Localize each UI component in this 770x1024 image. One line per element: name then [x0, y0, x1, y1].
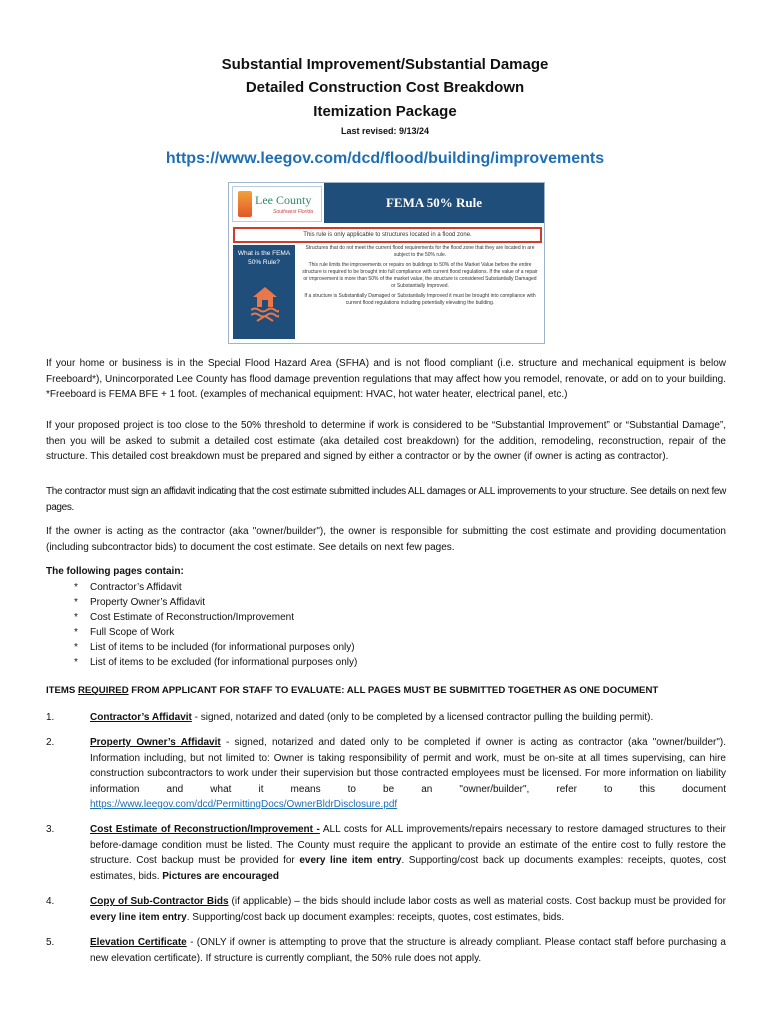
item-bold-1: every line item entry — [90, 911, 187, 923]
improvements-url[interactable]: https://www.leegov.com/dcd/flood/building/improvements — [165, 150, 605, 167]
heading-required: REQUIRED — [77, 685, 129, 696]
list-item: * Contractor’s Affidavit — [74, 580, 357, 595]
item-body — [90, 710, 726, 726]
heading-prefix: ITEMS — [46, 685, 78, 696]
fema-rule-banner — [228, 182, 545, 344]
what-is-title: What is the FEMA 50% Rule? — [237, 250, 291, 266]
item-label: Contractor’s Affidavit — [90, 712, 192, 723]
item-text: - signed, notarized and dated (only to be completed by a licensed contractor pulling the building permit). — [191, 712, 654, 723]
contents-title: The following pages contain: — [46, 566, 184, 577]
flood-zone-note: This rule is only applicable to structures located in a flood zone. — [233, 227, 542, 243]
owner-builder-link[interactable]: https://www.leegov.com/dcd/PermittingDocs/OwnerBldrDisclosure.pdf — [90, 799, 398, 810]
item-body — [90, 822, 726, 884]
list-item: * List of items to be excluded (for informational purposes only) — [74, 655, 357, 670]
last-revised: Last revised: 9/13/24 — [340, 126, 430, 136]
intro-paragraph-1: If your home or business is in the Special Flood Hazard Area (SFHA) and is not flood compliant (i.e. structure and mechanical equipment is below Freeboard*), Unincorporated Lee County has flood damage prevention regulations that may affect how you remodel, renovate, or add on to your building. *Freeboard is FEMA BFE + 1 foot. (examples of mechanical equipment: HVAC, hot water heater, electrical panel, etc.) — [46, 358, 726, 400]
list-item: * Property Owner’s Affidavit — [74, 595, 357, 610]
item-text-2: . Supporting/cost back up document examples: receipts, quotes, cost estimates, bids. — [186, 911, 565, 923]
contents-list — [74, 580, 357, 670]
flooded-house-icon — [251, 283, 279, 323]
item-text: - (ONLY if owner is attempting to prove that the structure is already compliant. Please contact staff before purchasing a new elevation certificate). If structure is currently compliant, the 50% rule does not apply. — [90, 937, 726, 964]
item-body — [90, 935, 726, 966]
item-bold-1: every line item entry — [299, 855, 402, 866]
rule-paragraph-2: This rule limits the improvements or repairs on buildings to 50% of the Market Value before the entire structure is required to be brought into full compliance with current flood regulations. If the value of a repair or improvement is more than 50% of the market value, the structure is considered Substantially Damaged or Substantially Improved. — [302, 262, 538, 289]
required-items-heading — [46, 685, 658, 696]
rule-paragraph-3: If a structure is Substantially Damaged or Substantially Improved it must be brought into compliance with current flood regulations including potentially elevating the building. — [304, 293, 536, 306]
intro-paragraph-4: If the owner is acting as the contractor (aka "owner/builder"), the owner is responsible for submitting the cost estimate and providing documentation (including subcontractor bids) to document the cost estimate. See details on next few pages. — [46, 526, 726, 553]
what-is-panel — [233, 245, 295, 339]
logo-subtext: Southwest Florida — [273, 209, 314, 215]
banner-header — [229, 183, 544, 223]
title-line-3: Itemization Package — [313, 103, 457, 120]
fema-title: FEMA 50% Rule — [385, 195, 483, 210]
item-text: ALL costs for ALL improvements/repairs necessary to restore damaged structures to their before-damage condition must be listed. The County must require the applicant to provide an estimate of the entire cost to fully restore the structure. Cost backup must be provided for — [90, 824, 726, 866]
item-number: 5. — [46, 937, 55, 948]
item-number: 4. — [46, 896, 55, 907]
heading-suffix: FROM APPLICANT FOR STAFF TO EVALUATE: ALL PAGES MUST BE SUBMITTED TOGETHER AS ONE DOCUMENT — [128, 685, 659, 696]
logo-text: Lee County — [255, 193, 312, 207]
item-label: Property Owner’s Affidavit — [90, 737, 221, 748]
item-label: Elevation Certificate — [90, 937, 187, 948]
fema-title-bar — [324, 183, 544, 223]
rule-explanation — [301, 245, 539, 310]
palm-sun-icon — [238, 191, 252, 217]
item-label: Cost Estimate of Reconstruction/Improvement - — [90, 824, 320, 835]
item-number: 1. — [46, 712, 55, 723]
item-number: 3. — [46, 824, 55, 835]
item-number: 2. — [46, 737, 55, 748]
rule-paragraph-1: Structures that do not meet the current flood requirements for the flood zone that they are located in are subject to the 50% rule. — [305, 245, 535, 258]
intro-paragraph-3: The contractor must sign an affidavit indicating that the cost estimate submitted includes ALL damages or ALL improvements to your structure. See details on next few pages. — [46, 486, 726, 513]
list-item: * List of items to be included (for informational purposes only) — [74, 640, 357, 655]
item-text: - signed, notarized and dated only to be completed if owner is acting as contractor (aka "owner/builder"). Information including, but not limited to: Owner is taking responsibility of permit and work, must be on-site at all times supervising, can hire construction subcontractors to work under their supervision but those contracted employees must be licensed. For more information on liability information and what it means to be an "owner/builder", refer to this document — [90, 737, 726, 795]
list-item: * Full Scope of Work — [74, 625, 357, 640]
item-body — [90, 894, 726, 925]
lee-county-logo — [232, 186, 322, 222]
title-line-1: Substantial Improvement/Substantial Damage — [221, 56, 549, 73]
list-item: * Cost Estimate of Reconstruction/Improvement — [74, 610, 357, 625]
item-text-2: . Supporting/cost back up documents examples: receipts, quotes, cost estimates, bids. — [90, 855, 726, 882]
item-label: Copy of Sub-Contractor Bids — [90, 896, 229, 907]
item-bold-2: Pictures are encouraged — [162, 870, 279, 882]
item-body — [90, 735, 726, 813]
item-text: (if applicable) – the bids should include labor costs as well as material costs. Cost backup must be provided for — [228, 896, 726, 907]
title-line-2: Detailed Construction Cost Breakdown — [245, 79, 525, 96]
intro-paragraph-2: If your proposed project is too close to the 50% threshold to determine if work is considered to be “Substantial Improvement” or “Substantial Damage”, then you will be asked to submit a detailed cost estimate (aka detailed cost breakdown) for the addition, remodeling, reconstruction, repair of the structure. This detailed cost breakdown must be prepared and signed by either a contractor or by the owner (if owner is acting as contractor). — [46, 420, 726, 462]
